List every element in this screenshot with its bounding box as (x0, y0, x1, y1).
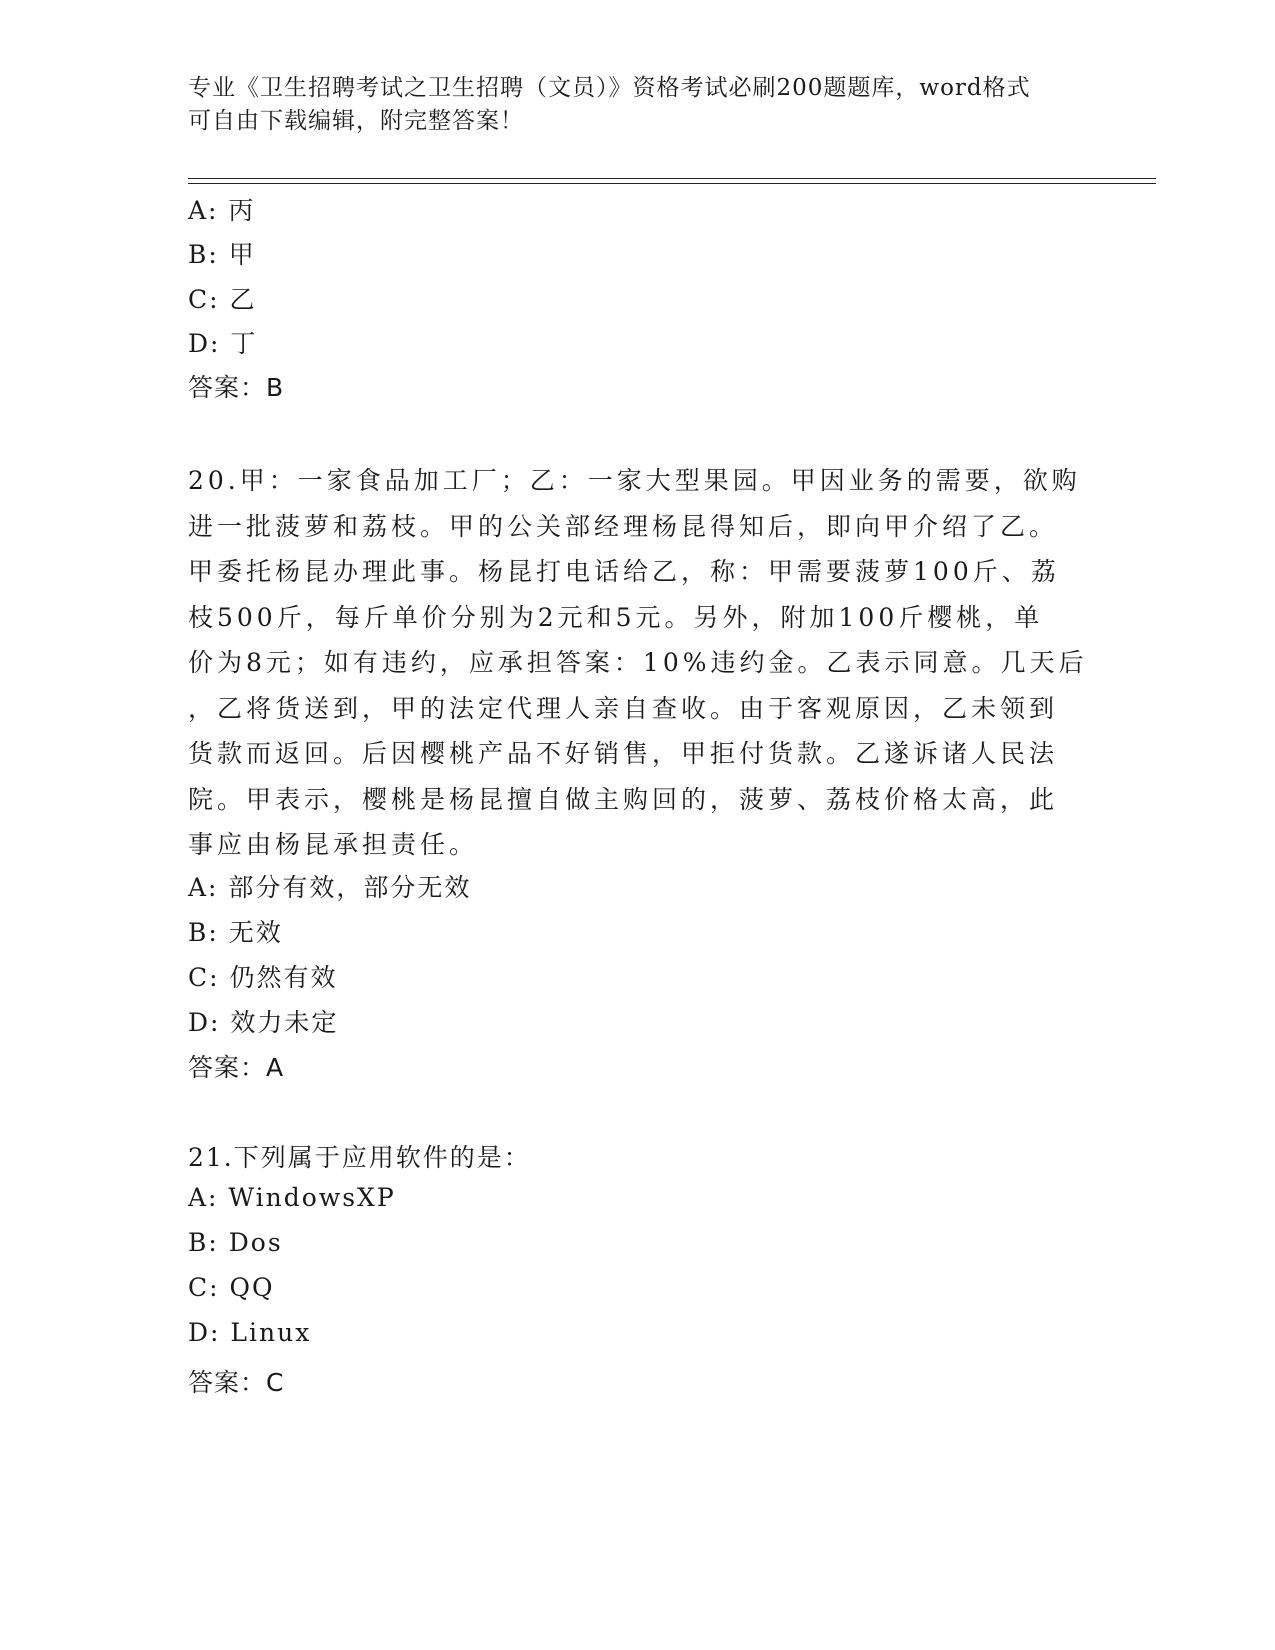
q20-line-2: 进一批菠萝和荔枝。甲的公关部经理杨昆得知后，即向甲介绍了乙。 (188, 511, 1059, 541)
q21-option-a: A: WindowsXP (188, 1183, 396, 1212)
q20-line-5: 价为8元；如有违约，应承担答案：10%违约金。乙表示同意。几天后 (188, 648, 1088, 677)
q20-line-3: 甲委托杨昆办理此事。杨昆打电话给乙，称：甲需要菠萝100斤、荔 (188, 557, 1060, 586)
q20-option-a: A: 部分有效，部分无效 (188, 873, 472, 902)
header-divider-bottom (188, 183, 1156, 184)
q19-option-b: B: 甲 (188, 240, 256, 269)
q21-option-d: D: Linux (188, 1318, 312, 1347)
q20-line-8: 院。甲表示，樱桃是杨昆擅自做主购回的，菠萝、荔枝价格太高，此 (188, 784, 1059, 814)
q21-option-c: C: QQ (188, 1273, 275, 1302)
header-line-2: 可自由下载编辑，附完整答案！ (188, 108, 524, 134)
q20-line-4: 枝500斤，每斤单价分别为2元和5元。另外，附加100斤樱桃，单 (188, 602, 1044, 632)
q21-question: 21.下列属于应用软件的是： (188, 1143, 531, 1172)
q21-option-b: B: Dos (188, 1228, 283, 1257)
q20-question (188, 458, 1088, 868)
q19-option-d: D: 丁 (188, 329, 258, 358)
q20-option-d: D: 效力未定 (188, 1008, 339, 1037)
q19-option-c: C: 乙 (188, 285, 257, 314)
q20-line-7: 货款而返回。后因樱桃产品不好销售，甲拒付货款。乙遂诉诸人民法 (188, 739, 1059, 768)
q19-option-a: A: 丙 (188, 196, 256, 225)
q20-option-c: C: 仍然有效 (188, 963, 338, 992)
header-divider-top (188, 178, 1156, 179)
q20-line-9: 事应由杨昆承担责任。 (188, 830, 479, 859)
document-header (188, 72, 1068, 138)
q21-answer: 答案：C (188, 1368, 285, 1397)
q20-option-b: B: 无效 (188, 918, 283, 947)
q19-answer: 答案：B (188, 373, 285, 402)
header-line-1: 专业《卫生招聘考试之卫生招聘（文员）》资格考试必刷200题题库，word格式 (188, 75, 1031, 101)
q20-line-1: 20.甲：一家食品加工厂；乙：一家大型果园。甲因业务的需要，欲购 (188, 466, 1081, 495)
q20-line-6: ，乙将货送到，甲的法定代理人亲自查收。由于客观原因，乙未领到 (188, 693, 1059, 723)
q20-answer: 答案：A (188, 1053, 285, 1082)
